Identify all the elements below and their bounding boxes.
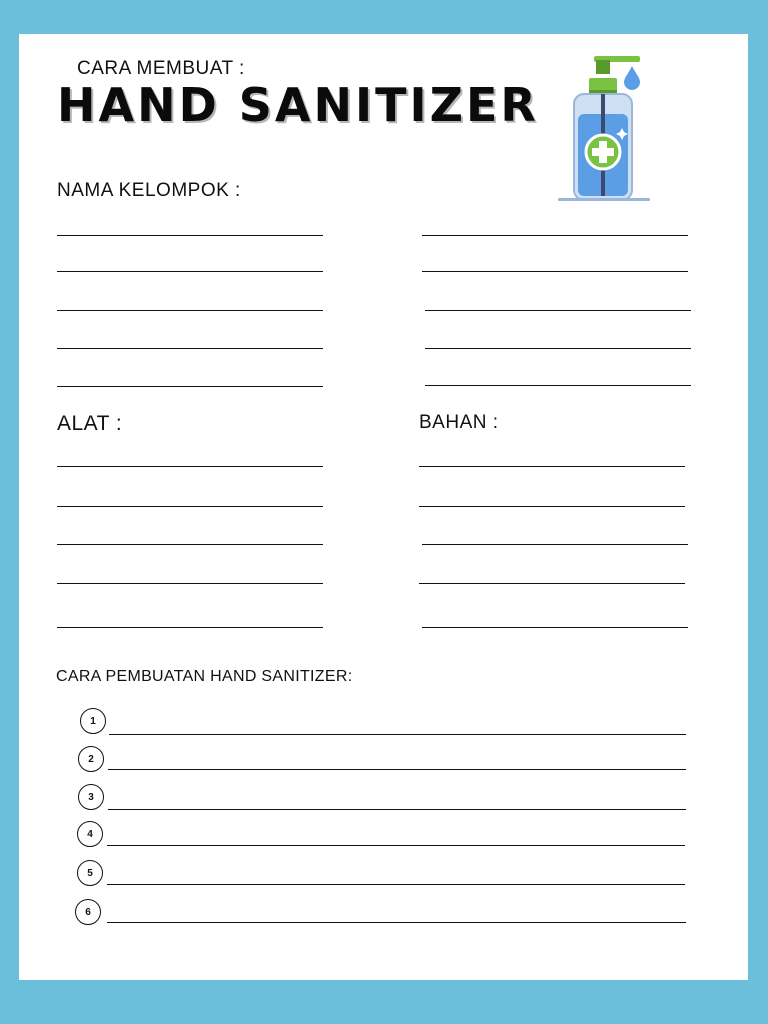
material-line[interactable] (422, 627, 688, 628)
step-number-badge: 2 (78, 746, 104, 772)
group-member-line[interactable] (57, 348, 323, 349)
step-line[interactable] (107, 884, 685, 885)
material-line[interactable] (419, 506, 685, 507)
tools-label: ALAT : (57, 412, 123, 435)
step-number-badge: 5 (77, 860, 103, 886)
group-member-line[interactable] (57, 271, 323, 272)
tool-line[interactable] (57, 544, 323, 545)
group-member-line[interactable] (57, 386, 323, 387)
step-number-badge: 1 (80, 708, 106, 734)
group-member-line[interactable] (425, 385, 691, 386)
step-line[interactable] (107, 845, 685, 846)
material-line[interactable] (419, 583, 685, 584)
step-line[interactable] (107, 922, 686, 923)
step-number-badge: 6 (75, 899, 101, 925)
group-member-line[interactable] (422, 271, 688, 272)
group-member-line[interactable] (57, 310, 323, 311)
step-number-badge: 3 (78, 784, 104, 810)
subtitle: CARA MEMBUAT : (77, 58, 245, 79)
hand-sanitizer-bottle-icon (554, 54, 654, 206)
group-name-label: NAMA KELOMPOK : (57, 180, 241, 201)
step-line[interactable] (108, 769, 686, 770)
tool-line[interactable] (57, 627, 323, 628)
material-line[interactable] (422, 544, 688, 545)
steps-label: CARA PEMBUATAN HAND SANITIZER: (56, 668, 353, 685)
worksheet-page (19, 34, 748, 980)
materials-label: BAHAN : (419, 412, 499, 433)
step-number-badge: 4 (77, 821, 103, 847)
step-line[interactable] (109, 734, 686, 735)
material-line[interactable] (419, 466, 685, 467)
group-member-line[interactable] (425, 310, 691, 311)
step-line[interactable] (108, 809, 686, 810)
page-title: HAND SANITIZER (57, 78, 539, 132)
group-member-line[interactable] (425, 348, 691, 349)
tool-line[interactable] (57, 583, 323, 584)
tool-line[interactable] (57, 506, 323, 507)
tool-line[interactable] (57, 466, 323, 467)
group-member-line[interactable] (57, 235, 323, 236)
group-member-line[interactable] (422, 235, 688, 236)
